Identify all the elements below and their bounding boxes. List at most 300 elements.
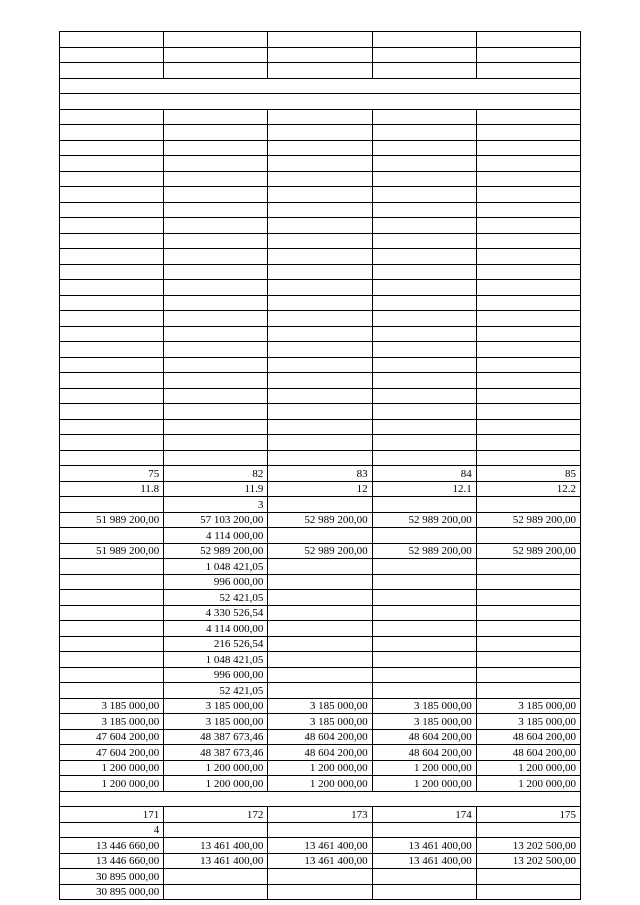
- table-cell: [476, 388, 580, 404]
- table-cell: 3 185 000,00: [372, 698, 476, 714]
- table-cell: [476, 869, 580, 885]
- table-cell: [60, 667, 164, 683]
- table-cell: [268, 528, 372, 544]
- table-cell: [164, 249, 268, 265]
- table-cell: [268, 621, 372, 637]
- table-cell: 82: [164, 466, 268, 482]
- table-cell: [60, 249, 164, 265]
- table-cell: [372, 373, 476, 389]
- table-cell: [60, 171, 164, 187]
- table-cell: [372, 667, 476, 683]
- table-cell: [60, 450, 164, 466]
- table-cell: [372, 233, 476, 249]
- table-cell: [476, 32, 580, 48]
- table-cell: 30 895 000,00: [60, 869, 164, 885]
- table-cell: [164, 32, 268, 48]
- table-cell: [164, 125, 268, 141]
- table-cell: [476, 590, 580, 606]
- table-row: [60, 202, 581, 218]
- table-cell: 3 185 000,00: [476, 714, 580, 730]
- table-row: [60, 450, 581, 466]
- table-cell: [268, 419, 372, 435]
- table-cell: [60, 357, 164, 373]
- table-cell: 13 202 500,00: [476, 838, 580, 854]
- table-cell: 13 461 400,00: [164, 838, 268, 854]
- table-cell: [60, 63, 164, 79]
- table-cell: [372, 249, 476, 265]
- table-cell: [60, 202, 164, 218]
- table-cell: [268, 652, 372, 668]
- table-cell: 1 200 000,00: [476, 776, 580, 792]
- table-row: [60, 47, 581, 63]
- table-cell: [372, 574, 476, 590]
- table-cell: 11.8: [60, 481, 164, 497]
- table-cell: [372, 497, 476, 513]
- table-cell: [164, 295, 268, 311]
- table-row: [60, 94, 581, 110]
- table-cell: 174: [372, 807, 476, 823]
- table-cell: 48 604 200,00: [476, 729, 580, 745]
- table-cell: [268, 233, 372, 249]
- table-cell: [372, 264, 476, 280]
- table-cell: [164, 109, 268, 125]
- table-cell: [476, 187, 580, 203]
- table-cell: 85: [476, 466, 580, 482]
- table-row: [60, 78, 581, 94]
- table-cell: [476, 450, 580, 466]
- table-cell: [164, 404, 268, 420]
- table-cell: [164, 869, 268, 885]
- table-cell: [60, 590, 164, 606]
- table-row: [60, 543, 581, 559]
- table-cell: 3: [164, 497, 268, 513]
- table-cell: 75: [60, 466, 164, 482]
- table-cell: [268, 218, 372, 234]
- table-cell: [476, 621, 580, 637]
- table-cell: [268, 63, 372, 79]
- table-cell: [268, 636, 372, 652]
- table-cell: [372, 357, 476, 373]
- table-cell: 1 048 421,05: [164, 652, 268, 668]
- table-cell: 3 185 000,00: [268, 714, 372, 730]
- table-cell: 172: [164, 807, 268, 823]
- table-cell: [476, 497, 580, 513]
- table-cell: [268, 311, 372, 327]
- table-cell: 1 200 000,00: [60, 776, 164, 792]
- table-cell: [268, 171, 372, 187]
- table-cell: 13 461 400,00: [268, 853, 372, 869]
- table-cell: [476, 373, 580, 389]
- table-row: [60, 869, 581, 885]
- table-cell: [476, 559, 580, 575]
- table-cell: [476, 605, 580, 621]
- table-cell: [268, 249, 372, 265]
- table-cell: [60, 140, 164, 156]
- table-row: [60, 884, 581, 900]
- table-cell: [164, 63, 268, 79]
- table-cell: [60, 233, 164, 249]
- table-row: [60, 667, 581, 683]
- table-cell: 996 000,00: [164, 574, 268, 590]
- table-row: [60, 435, 581, 451]
- table-row: [60, 264, 581, 280]
- table-cell: [372, 636, 476, 652]
- table-cell: [164, 884, 268, 900]
- table-cell: [476, 171, 580, 187]
- table-row: [60, 698, 581, 714]
- table-cell: [268, 683, 372, 699]
- table-cell: 83: [268, 466, 372, 482]
- table-cell: [60, 342, 164, 358]
- table-cell: [268, 280, 372, 296]
- table-cell: [268, 869, 372, 885]
- table-row: [60, 218, 581, 234]
- table-cell: [476, 156, 580, 172]
- table-cell: [60, 652, 164, 668]
- table-cell: [164, 357, 268, 373]
- table-cell: [372, 187, 476, 203]
- table-row: [60, 388, 581, 404]
- table-cell: [372, 605, 476, 621]
- table-cell: 13 461 400,00: [268, 838, 372, 854]
- table-cell: 30 895 000,00: [60, 884, 164, 900]
- table-cell: [268, 295, 372, 311]
- table-row: [60, 109, 581, 125]
- table-row: [60, 466, 581, 482]
- table-row: [60, 125, 581, 141]
- table-cell: [268, 187, 372, 203]
- table-row: [60, 838, 581, 854]
- table-cell: [372, 311, 476, 327]
- table-cell: 48 387 673,46: [164, 729, 268, 745]
- table-row: [60, 140, 581, 156]
- table-row: [60, 497, 581, 513]
- table-cell: 1 200 000,00: [476, 760, 580, 776]
- table-row: [60, 311, 581, 327]
- table-cell: [164, 233, 268, 249]
- table-row: [60, 853, 581, 869]
- table-cell: [268, 497, 372, 513]
- table-row: [60, 171, 581, 187]
- table-cell: [372, 280, 476, 296]
- table-cell: [476, 326, 580, 342]
- table-cell: 13 461 400,00: [372, 838, 476, 854]
- table-cell: [476, 63, 580, 79]
- table-cell: 11.9: [164, 481, 268, 497]
- table-cell: [268, 884, 372, 900]
- table-row: [60, 280, 581, 296]
- spanning-blank-row: [60, 78, 581, 94]
- table-cell: 52 989 200,00: [268, 512, 372, 528]
- table-cell: [60, 497, 164, 513]
- data-table: [59, 31, 581, 900]
- table-cell: [268, 590, 372, 606]
- table-cell: [268, 326, 372, 342]
- table-cell: 84: [372, 466, 476, 482]
- table-cell: [60, 419, 164, 435]
- table-cell: [268, 559, 372, 575]
- table-cell: 52 989 200,00: [476, 512, 580, 528]
- table-cell: [60, 187, 164, 203]
- table-cell: 1 200 000,00: [164, 760, 268, 776]
- table-cell: [476, 295, 580, 311]
- table-cell: 4: [60, 822, 164, 838]
- table-cell: [476, 311, 580, 327]
- table-cell: [268, 32, 372, 48]
- table-row: [60, 32, 581, 48]
- table-cell: [268, 388, 372, 404]
- table-cell: [60, 528, 164, 544]
- table-row: [60, 636, 581, 652]
- table-cell: 3 185 000,00: [164, 714, 268, 730]
- table-cell: 171: [60, 807, 164, 823]
- table-row: [60, 295, 581, 311]
- table-row: [60, 559, 581, 575]
- table-cell: [476, 342, 580, 358]
- table-cell: 52 989 200,00: [372, 543, 476, 559]
- table-cell: [60, 156, 164, 172]
- table-cell: 57 103 200,00: [164, 512, 268, 528]
- table-cell: 12.2: [476, 481, 580, 497]
- table-cell: [372, 32, 476, 48]
- table-cell: [268, 342, 372, 358]
- table-row: [60, 342, 581, 358]
- table-row: [60, 714, 581, 730]
- table-cell: [268, 47, 372, 63]
- table-cell: [476, 683, 580, 699]
- table-cell: 1 200 000,00: [372, 760, 476, 776]
- table-cell: [164, 171, 268, 187]
- table-cell: [372, 295, 476, 311]
- table-cell: [476, 357, 580, 373]
- table-cell: 52 989 200,00: [372, 512, 476, 528]
- table-cell: [372, 388, 476, 404]
- table-cell: [372, 419, 476, 435]
- table-row: [60, 481, 581, 497]
- table-cell: [60, 621, 164, 637]
- table-cell: [164, 326, 268, 342]
- table-cell: 3 185 000,00: [60, 698, 164, 714]
- table-row: [60, 156, 581, 172]
- table-cell: [268, 125, 372, 141]
- table-row: [60, 776, 581, 792]
- table-cell: [164, 311, 268, 327]
- table-row: [60, 605, 581, 621]
- table-cell: [164, 264, 268, 280]
- table-cell: 48 604 200,00: [372, 729, 476, 745]
- table-cell: [372, 218, 476, 234]
- table-cell: 13 446 660,00: [60, 853, 164, 869]
- table-cell: 52 989 200,00: [476, 543, 580, 559]
- table-cell: [372, 884, 476, 900]
- table-cell: [164, 342, 268, 358]
- table-cell: [372, 822, 476, 838]
- table-cell: 3 185 000,00: [372, 714, 476, 730]
- table-cell: [372, 559, 476, 575]
- spanning-blank-row: [60, 94, 581, 110]
- table-cell: [476, 636, 580, 652]
- table-cell: [476, 202, 580, 218]
- table-cell: [476, 125, 580, 141]
- table-cell: 3 185 000,00: [476, 698, 580, 714]
- table-cell: 13 202 500,00: [476, 853, 580, 869]
- table-cell: [268, 373, 372, 389]
- table-row: [60, 249, 581, 265]
- table-cell: [164, 47, 268, 63]
- table-cell: [372, 202, 476, 218]
- table-cell: 1 200 000,00: [268, 776, 372, 792]
- table-cell: [60, 559, 164, 575]
- table-cell: [476, 109, 580, 125]
- table-cell: [60, 125, 164, 141]
- table-cell: [476, 249, 580, 265]
- table-row: [60, 326, 581, 342]
- table-cell: 3 185 000,00: [60, 714, 164, 730]
- table-cell: [60, 280, 164, 296]
- table-cell: [476, 528, 580, 544]
- table-cell: 52 421,05: [164, 683, 268, 699]
- table-cell: 3 185 000,00: [164, 698, 268, 714]
- table-cell: [476, 47, 580, 63]
- table-row: [60, 729, 581, 745]
- table-cell: [164, 202, 268, 218]
- table-cell: 1 200 000,00: [372, 776, 476, 792]
- table-cell: [164, 187, 268, 203]
- table-cell: [164, 280, 268, 296]
- table-cell: [476, 233, 580, 249]
- table-cell: 12.1: [372, 481, 476, 497]
- table-cell: [164, 373, 268, 389]
- table-row: [60, 512, 581, 528]
- table-cell: 996 000,00: [164, 667, 268, 683]
- table-cell: [372, 590, 476, 606]
- table-cell: [268, 156, 372, 172]
- table-cell: 3 185 000,00: [268, 698, 372, 714]
- table-cell: 4 330 526,54: [164, 605, 268, 621]
- spanning-blank-row: [60, 791, 581, 807]
- table-cell: [476, 419, 580, 435]
- table-cell: 4 114 000,00: [164, 528, 268, 544]
- table-cell: [476, 404, 580, 420]
- table-cell: [60, 264, 164, 280]
- table-cell: [268, 574, 372, 590]
- table-row: [60, 574, 581, 590]
- table-cell: 48 604 200,00: [476, 745, 580, 761]
- table-cell: 52 989 200,00: [268, 543, 372, 559]
- table-cell: [268, 667, 372, 683]
- table-cell: [372, 869, 476, 885]
- table-cell: [60, 388, 164, 404]
- table-cell: [268, 140, 372, 156]
- table-row: [60, 373, 581, 389]
- table-cell: [372, 342, 476, 358]
- table-cell: 52 421,05: [164, 590, 268, 606]
- table-cell: [372, 109, 476, 125]
- table-cell: [476, 435, 580, 451]
- table-cell: 51 989 200,00: [60, 543, 164, 559]
- table-cell: 48 387 673,46: [164, 745, 268, 761]
- table-cell: 1 200 000,00: [268, 760, 372, 776]
- table-cell: 216 526,54: [164, 636, 268, 652]
- table-cell: [476, 140, 580, 156]
- table-cell: 48 604 200,00: [372, 745, 476, 761]
- table-row: [60, 791, 581, 807]
- table-cell: [60, 218, 164, 234]
- table-cell: 51 989 200,00: [60, 512, 164, 528]
- table-cell: 1 048 421,05: [164, 559, 268, 575]
- table-cell: [476, 280, 580, 296]
- table-cell: [372, 140, 476, 156]
- table-cell: [164, 419, 268, 435]
- table-cell: 47 604 200,00: [60, 729, 164, 745]
- table-cell: [60, 311, 164, 327]
- table-cell: [372, 63, 476, 79]
- table-cell: 48 604 200,00: [268, 729, 372, 745]
- table-cell: [268, 435, 372, 451]
- table-cell: 12: [268, 481, 372, 497]
- table-cell: [60, 295, 164, 311]
- table-row: [60, 822, 581, 838]
- table-cell: [268, 202, 372, 218]
- table-cell: [60, 373, 164, 389]
- table-cell: [268, 404, 372, 420]
- table-cell: 1 200 000,00: [164, 776, 268, 792]
- table-cell: [164, 156, 268, 172]
- table-cell: [60, 435, 164, 451]
- table-cell: [476, 574, 580, 590]
- table-cell: [60, 683, 164, 699]
- table-cell: 173: [268, 807, 372, 823]
- table-row: [60, 528, 581, 544]
- table-row: [60, 233, 581, 249]
- table-row: [60, 419, 581, 435]
- table-cell: [164, 435, 268, 451]
- table-cell: [372, 171, 476, 187]
- table-cell: [476, 884, 580, 900]
- table-cell: [268, 605, 372, 621]
- table-cell: [60, 404, 164, 420]
- table-cell: [164, 822, 268, 838]
- table-row: [60, 745, 581, 761]
- table-row: [60, 404, 581, 420]
- table-cell: 48 604 200,00: [268, 745, 372, 761]
- table-cell: 13 446 660,00: [60, 838, 164, 854]
- table-cell: 4 114 000,00: [164, 621, 268, 637]
- table-cell: [476, 218, 580, 234]
- table-cell: [268, 822, 372, 838]
- table-cell: [60, 32, 164, 48]
- spreadsheet-page: [59, 31, 580, 900]
- table-cell: [60, 326, 164, 342]
- table-cell: [372, 125, 476, 141]
- table-cell: [476, 667, 580, 683]
- table-cell: [476, 264, 580, 280]
- table-cell: [60, 605, 164, 621]
- table-cell: 52 989 200,00: [164, 543, 268, 559]
- table-cell: 47 604 200,00: [60, 745, 164, 761]
- table-cell: [164, 450, 268, 466]
- table-cell: [372, 683, 476, 699]
- table-cell: [372, 652, 476, 668]
- table-cell: [60, 47, 164, 63]
- table-cell: 13 461 400,00: [372, 853, 476, 869]
- table-body: [60, 32, 581, 900]
- table-row: [60, 652, 581, 668]
- table-cell: [372, 435, 476, 451]
- table-cell: [60, 109, 164, 125]
- table-row: [60, 357, 581, 373]
- table-cell: [164, 218, 268, 234]
